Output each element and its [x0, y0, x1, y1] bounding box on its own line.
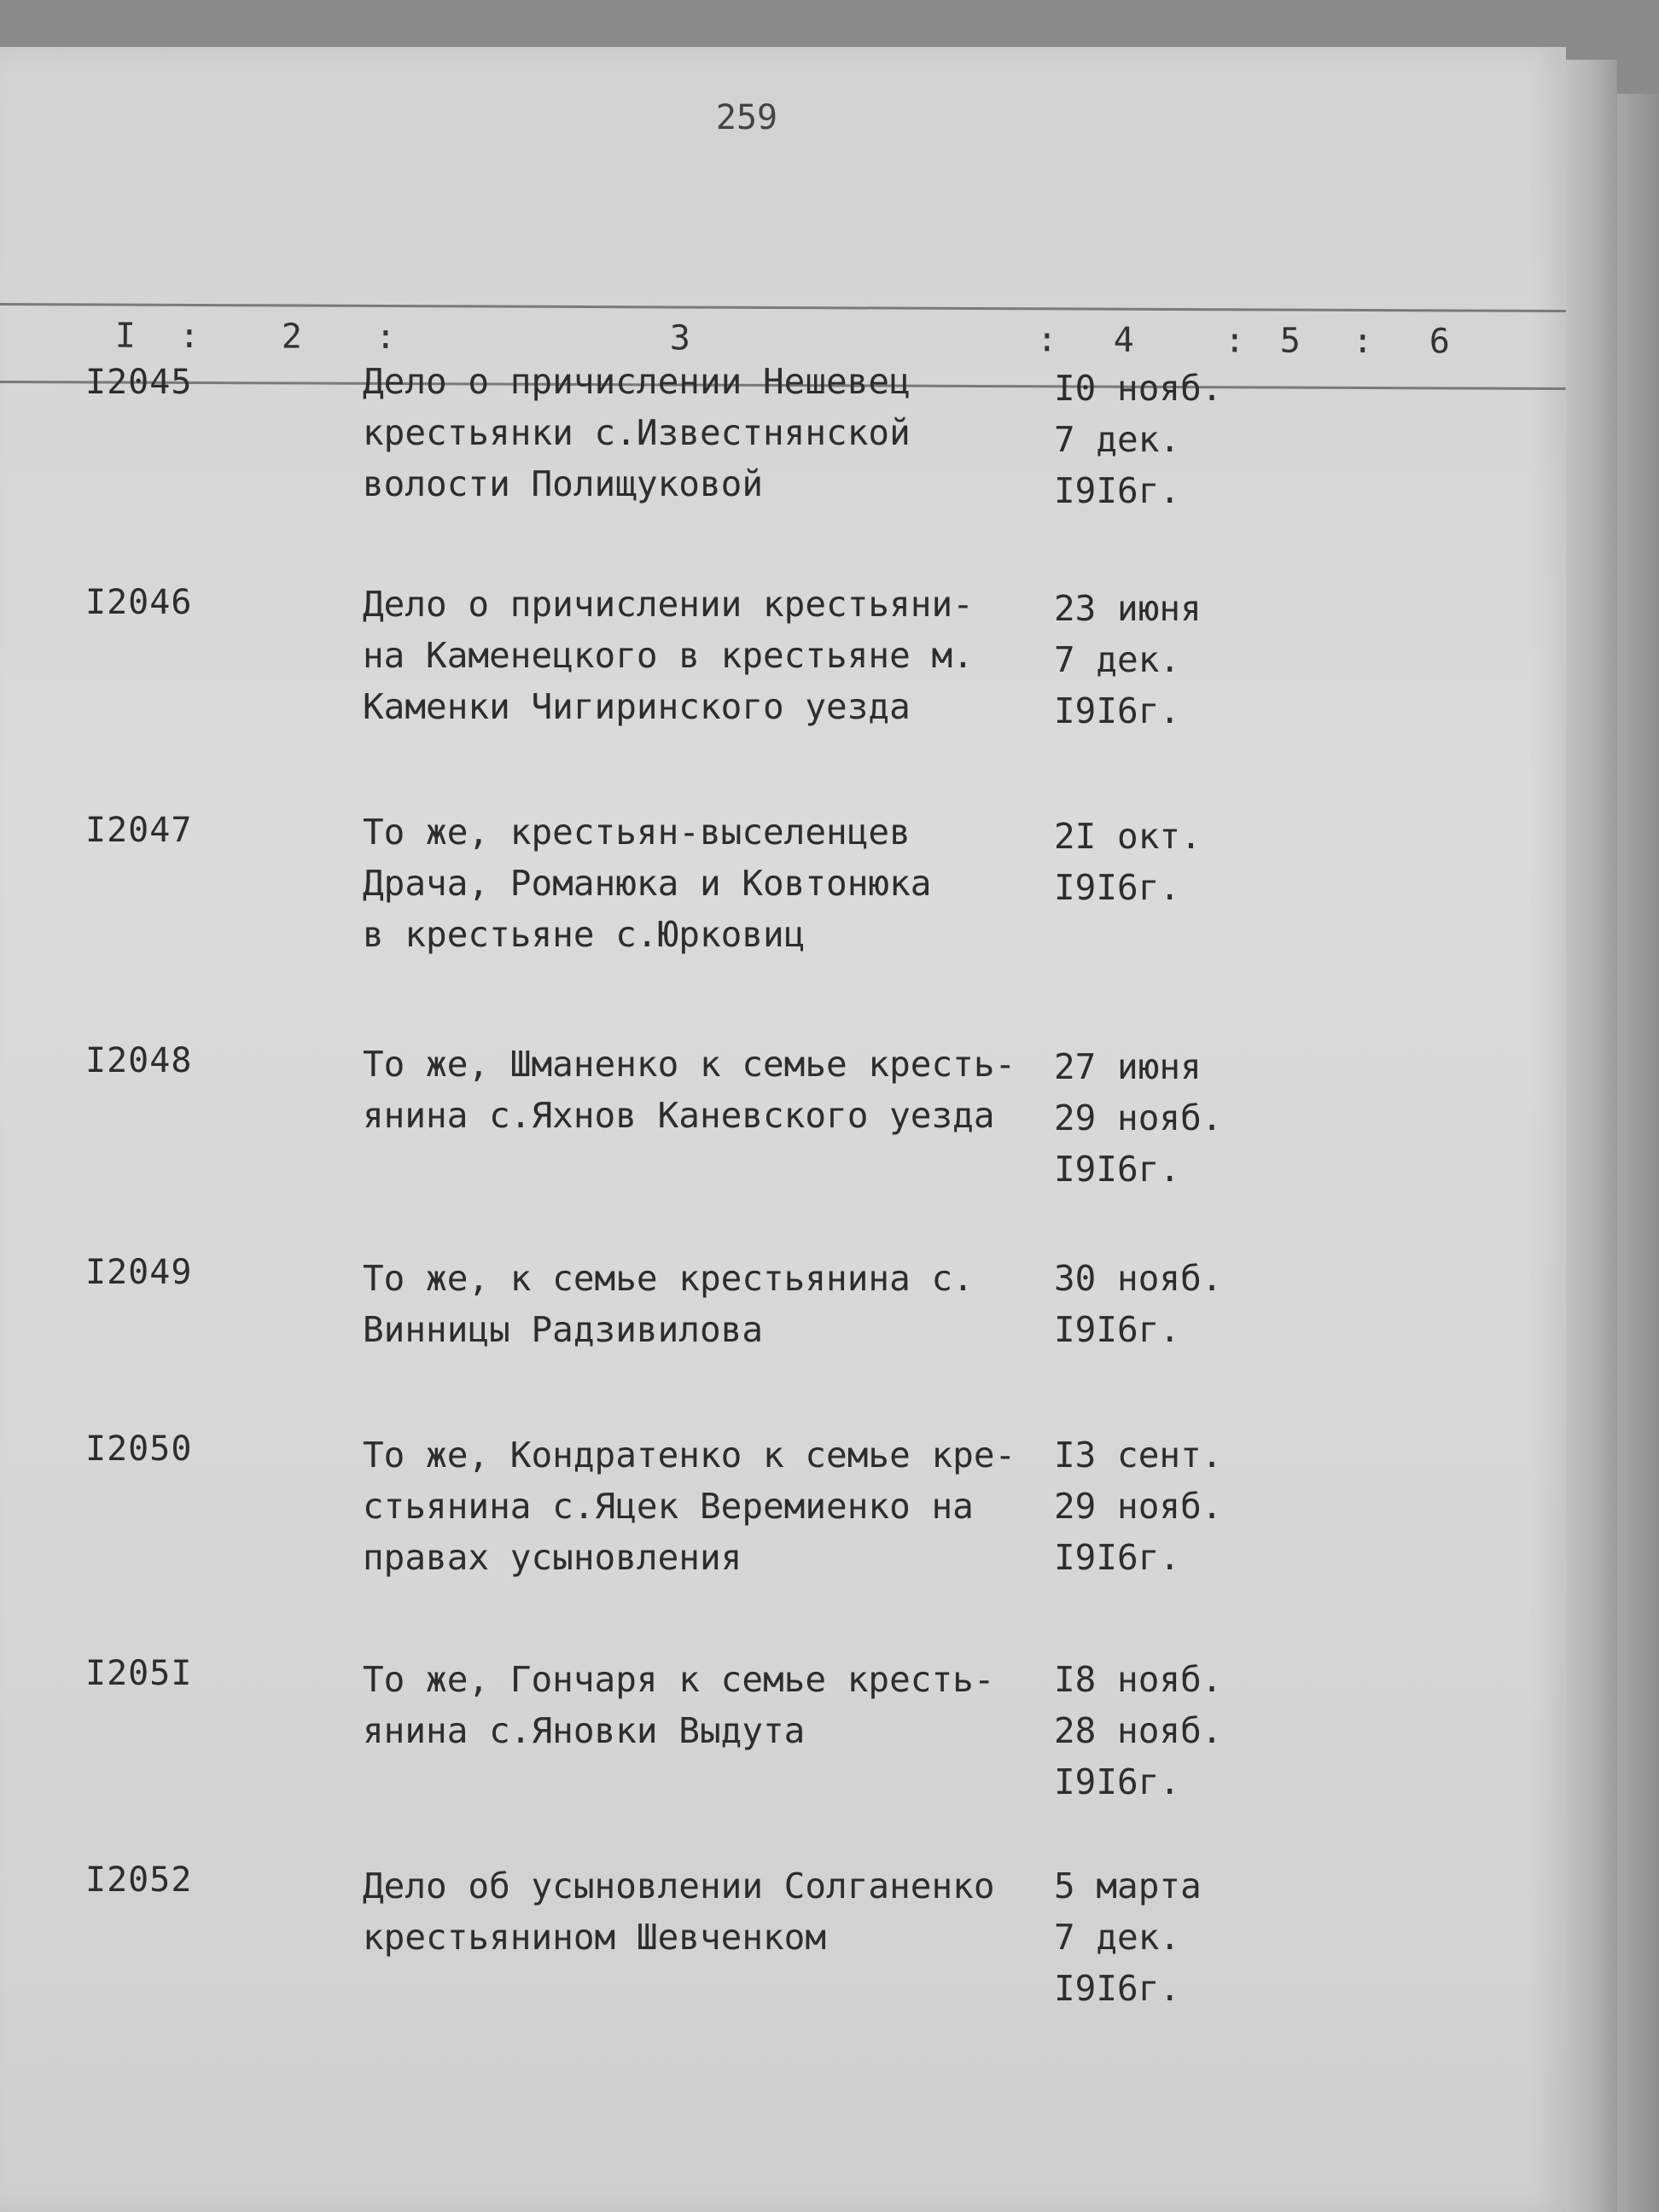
- column-header-3: 3: [669, 318, 691, 358]
- column-separator: :: [178, 316, 201, 357]
- entry-description: [363, 1654, 1045, 1756]
- entry-dates: [1054, 811, 1276, 913]
- entry-description: [363, 356, 1045, 509]
- date-line: 28 нояб.: [1054, 1710, 1223, 1751]
- date-line: 29 нояб.: [1054, 1486, 1223, 1527]
- description-line: То же, к семье крестьянина с.: [363, 1258, 974, 1299]
- date-line: I9I6г.: [1054, 1537, 1181, 1578]
- column-separator: :: [1352, 321, 1374, 362]
- document-page: [0, 47, 1566, 2212]
- date-line: 2I окт.: [1054, 816, 1202, 857]
- description-line: крестьянки с.Известнянской: [363, 412, 911, 453]
- date-line: 29 нояб.: [1054, 1097, 1223, 1138]
- description-line: волости Полищуковой: [363, 463, 763, 504]
- description-line: на Каменецкого в крестьяне м.: [363, 635, 974, 676]
- column-separator: :: [1036, 320, 1058, 360]
- description-line: Дело об усыновлении Солганенко: [363, 1866, 995, 1906]
- column-header-4: 4: [1113, 320, 1135, 360]
- entry-dates: [1054, 363, 1276, 516]
- column-separator: :: [375, 317, 397, 358]
- column-header-2: 2: [281, 317, 303, 357]
- description-line: янина с.Яхнов Каневского уезда: [363, 1095, 995, 1136]
- date-line: 7 дек.: [1054, 639, 1181, 680]
- description-line: То же, Кондратенко к семье кре-: [363, 1435, 1016, 1476]
- date-line: I9I6г.: [1054, 1761, 1181, 1802]
- description-line: стьянина с.Яцек Веремиенко на: [363, 1486, 974, 1527]
- description-line: правах усыновления: [363, 1537, 742, 1578]
- description-line: в крестьяне с.Юрковиц: [363, 914, 806, 955]
- entry-number: I2048: [85, 1041, 193, 1080]
- entry-description: [363, 579, 1045, 732]
- entry-number: I2050: [85, 1429, 193, 1469]
- entry-number: I2049: [85, 1253, 193, 1292]
- entry-dates: [1054, 583, 1276, 736]
- date-line: I9I6г.: [1054, 1309, 1181, 1350]
- column-header-1: I: [114, 316, 137, 356]
- entry-number: I2047: [85, 811, 193, 850]
- column-header-5: 5: [1279, 321, 1301, 361]
- description-line: Дело о причислении Нешевец: [363, 361, 911, 402]
- entry-dates: [1054, 1429, 1276, 1583]
- column-separator: :: [1224, 321, 1246, 361]
- date-line: 5 марта: [1054, 1866, 1202, 1906]
- entry-description: [363, 1429, 1045, 1583]
- date-line: 23 июня: [1054, 588, 1202, 629]
- entry-number: I2052: [85, 1860, 193, 1900]
- entry-dates: [1054, 1654, 1276, 1807]
- date-line: I9I6г.: [1054, 1149, 1181, 1190]
- entry-description: [363, 1860, 1045, 1963]
- date-line: I8 нояб.: [1054, 1659, 1223, 1700]
- entry-number: I205I: [85, 1654, 193, 1693]
- description-line: янина с.Яновки Выдута: [363, 1710, 806, 1751]
- page-stack-edge: [1566, 60, 1617, 2212]
- date-line: I9I6г.: [1054, 470, 1181, 511]
- date-line: I0 нояб.: [1054, 368, 1223, 409]
- date-line: 30 нояб.: [1054, 1258, 1223, 1299]
- description-line: крестьянином Шевченком: [363, 1917, 827, 1958]
- date-line: I9I6г.: [1054, 867, 1181, 908]
- date-line: I3 сент.: [1054, 1435, 1223, 1476]
- description-line: Дело о причислении крестьяни-: [363, 584, 974, 625]
- page-number: 259: [715, 98, 778, 137]
- description-line: Винницы Радзивилова: [363, 1309, 763, 1350]
- page-stack-edge-outer: [1617, 94, 1659, 2212]
- description-line: Каменки Чигиринского уезда: [363, 686, 911, 727]
- date-line: 27 июня: [1054, 1046, 1202, 1087]
- date-line: I9I6г.: [1054, 690, 1181, 731]
- entry-dates: [1054, 1860, 1276, 2014]
- description-line: То же, Шманенко к семье кресть-: [363, 1044, 1016, 1085]
- entry-dates: [1054, 1041, 1276, 1195]
- entry-description: [363, 1039, 1045, 1141]
- date-line: I9I6г.: [1054, 1968, 1181, 2009]
- description-line: То же, Гончаря к семье кресть-: [363, 1659, 995, 1700]
- description-line: То же, крестьян-выселенцев: [363, 812, 911, 853]
- entry-description: [363, 806, 1045, 960]
- date-line: 7 дек.: [1054, 1917, 1181, 1958]
- entry-description: [363, 1253, 1045, 1355]
- date-line: 7 дек.: [1054, 419, 1181, 460]
- entry-number: I2045: [85, 363, 193, 402]
- column-header-6: 6: [1429, 322, 1451, 362]
- entry-number: I2046: [85, 583, 193, 622]
- entry-dates: [1054, 1253, 1276, 1355]
- description-line: Драча, Романюка и Ковтонюка: [363, 863, 932, 904]
